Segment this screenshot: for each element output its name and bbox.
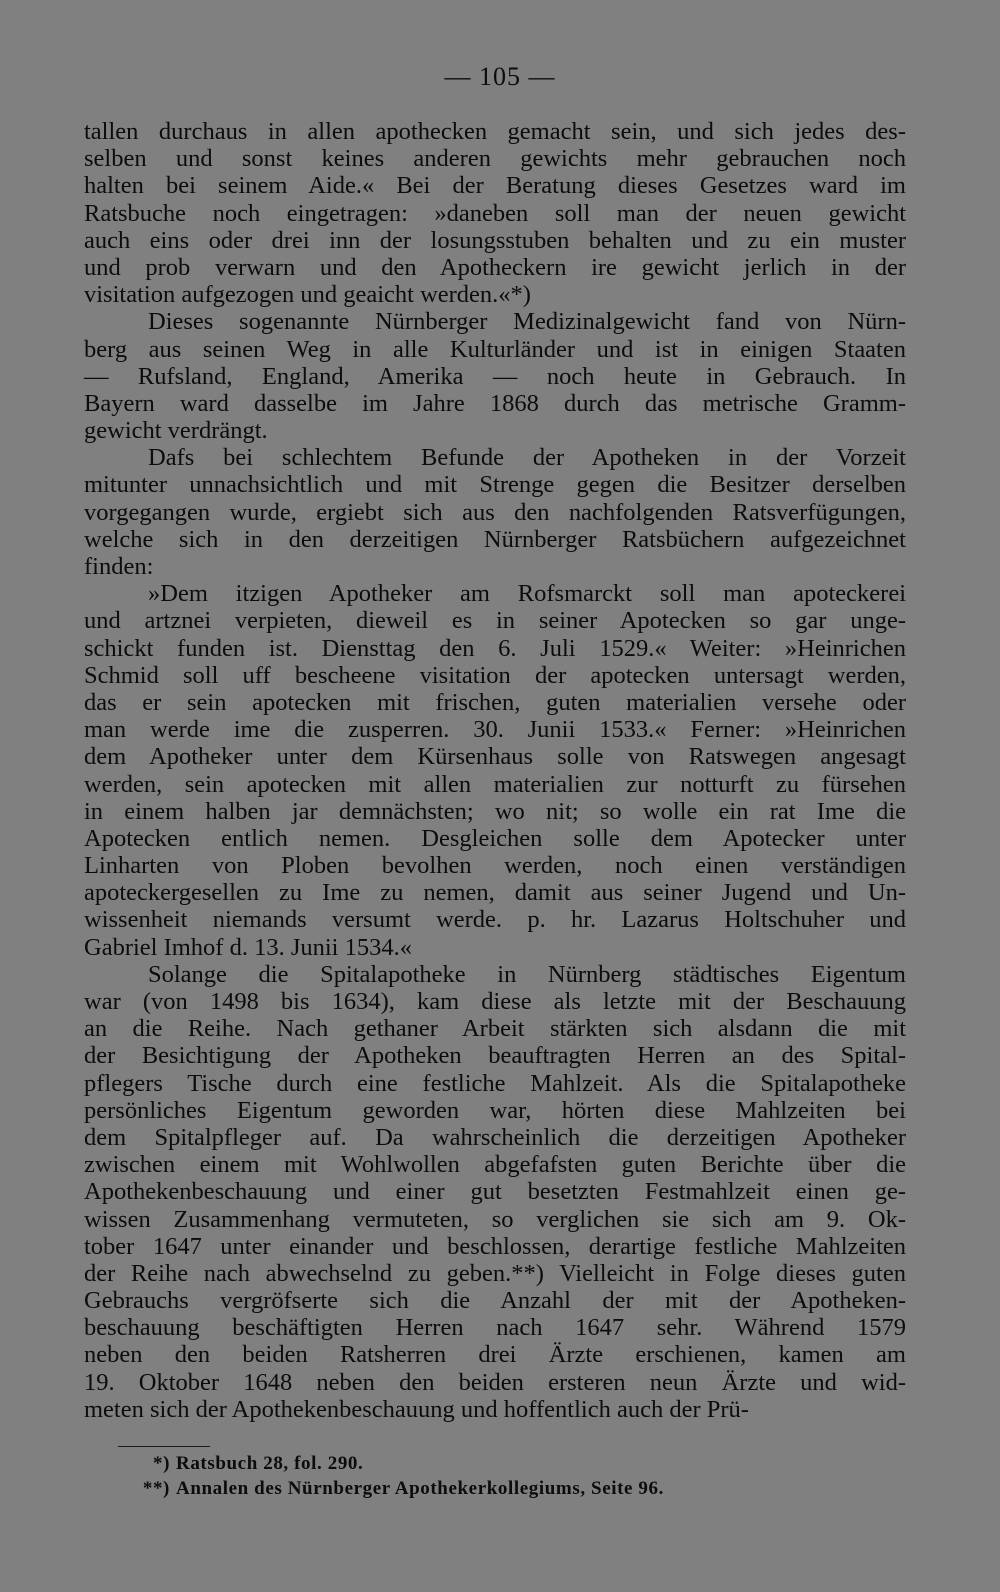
text-line: wissenheit niemands versumt werde. p. hr. Lazarus Holtschuher und	[84, 906, 906, 934]
text-line: welche sich in den derzeitigen Nürnberger Ratsbüchern aufgezeichnet	[84, 525, 906, 553]
text-line: halten bei seinem Aide.« Bei der Beratung dieses Gesetzes ward im	[84, 172, 906, 200]
page-number: — 105 —	[444, 62, 556, 91]
footnote-mark: **)	[142, 1477, 170, 1499]
text-line: war (von 1498 bis 1634), kam diese als letzte mit der Beschauung	[84, 988, 906, 1015]
text-line: an die Reihe. Nach gethaner Arbeit stärkten sich alsdann die mit	[84, 1015, 906, 1043]
text-line: tober 1647 unter einander und beschlossen, derartige festliche Mahlzeiten	[84, 1232, 906, 1260]
text-line: Schmid soll uff bescheene visitation der apotecken untersagt werden,	[84, 661, 906, 689]
paragraph	[84, 308, 906, 444]
text-line: auch eins oder drei inn der losungsstuben behalten und zu ein muster	[84, 226, 906, 254]
text-line: mitunter unnachsichtlich und mit Strenge gegen die Besitzer derselben	[84, 471, 906, 499]
paragraph	[84, 580, 906, 961]
paragraph	[84, 961, 906, 1423]
text-line: dem Apotheker unter dem Kürsenhaus solle von Ratswegen angesagt	[84, 743, 906, 771]
text-line: das er sein apotecken mit frischen, guten materialien versehe oder	[84, 688, 906, 716]
body-text	[84, 118, 906, 1423]
text-line: man werde ime die zusperren. 30. Junii 1533.« Ferner: »Heinrichen	[84, 716, 906, 744]
footnote	[130, 1452, 664, 1477]
text-line: vorgegangen wurde, ergiebt sich aus den nachfolgenden Ratsverfügungen,	[84, 498, 906, 526]
text-line: und artznei verpieten, dieweil es in seiner Apotecken so gar unge-	[84, 607, 906, 635]
text-line: beschauung beschäftigten Herren nach 1647 sehr. Während 1579	[84, 1314, 906, 1342]
text-line: Dieses sogenannte Nürnberger Medizinalgewicht fand von Nürn-	[148, 308, 906, 336]
text-line: finden:	[84, 553, 154, 580]
footnotes	[130, 1452, 664, 1501]
footnote-text: Annalen des Nürnberger Apothekerkollegiums, Seite 96.	[176, 1477, 664, 1499]
text-line: Linharten von Ploben bevolhen werden, noch einen verständigen	[84, 852, 906, 880]
text-line: berg aus seinen Weg in alle Kulturländer und ist in einigen Staaten	[84, 335, 906, 363]
text-line: werden, sein apotecken mit allen materialien zur notturft zu fürsehen	[84, 770, 906, 798]
text-line: und prob verwarn und den Apotheckern ire gewicht jerlich in der	[84, 253, 906, 281]
text-line: Solange die Spitalapotheke in Nürnberg städtisches Eigentum	[148, 960, 906, 988]
text-line: schickt funden ist. Diensttag den 6. Juli 1529.« Weiter: »Heinrichen	[84, 634, 906, 662]
text-line: dem Spitalpfleger auf. Da wahrscheinlich die derzeitigen Apotheker	[84, 1123, 906, 1151]
text-line: tallen durchaus in allen apothecken gemacht sein, und sich jedes des-	[84, 118, 906, 145]
text-line: apoteckergesellen zu Ime zu nemen, damit aus seiner Jugend und Un-	[84, 879, 906, 907]
text-line: pflegers Tische durch eine festliche Mahlzeit. Als die Spitalapotheke	[84, 1069, 906, 1097]
text-line: Gebrauchs vergröfserte sich die Anzahl der mit der Apotheken-	[84, 1287, 906, 1315]
text-line: persönliches Eigentum geworden war, hörten diese Mahlzeiten bei	[84, 1096, 906, 1124]
text-line: der Besichtigung der Apotheken beauftragten Herren an des Spital-	[84, 1042, 906, 1070]
text-line: Apothekenbeschauung und einer gut besetzten Festmahlzeit einen ge-	[84, 1178, 906, 1206]
text-line: »Dem itzigen Apotheker am Rofsmarckt soll man apoteckerei	[148, 580, 906, 608]
text-line: meten sich der Apothekenbeschauung und hoffentlich auch der Prü-	[84, 1395, 749, 1423]
text-line: zwischen einem mit Wohlwollen abgefafsten guten Berichte über die	[84, 1151, 906, 1179]
paragraph	[84, 444, 906, 580]
text-line: Gabriel Imhof d. 13. Junii 1534.«	[84, 933, 412, 961]
text-line: in einem halben jar demnächsten; wo nit; so wolle ein rat Ime die	[84, 797, 906, 825]
footnote-text: Ratsbuch 28, fol. 290.	[176, 1453, 364, 1474]
footnote	[130, 1477, 664, 1502]
text-line: wissen Zusammenhang vermuteten, so verglichen sie sich am 9. Ok-	[84, 1205, 906, 1233]
paragraph	[84, 118, 906, 308]
text-line: Ratsbuche noch eingetragen: »daneben soll man der neuen gewicht	[84, 199, 906, 227]
text-line: der Reihe nach abwechselnd zu geben.**) Vielleicht in Folge dieses guten	[84, 1259, 906, 1287]
text-line: — Rufsland, England, Amerika — noch heute in Gebrauch. In	[84, 362, 906, 390]
text-line: gewicht verdrängt.	[84, 417, 268, 445]
footnote-divider	[118, 1446, 210, 1447]
text-line: selben und sonst keines anderen gewichts mehr gebrauchen noch	[84, 145, 906, 173]
footnote-mark: *)	[152, 1453, 170, 1474]
text-line: Dafs bei schlechtem Befunde der Apotheken in der Vorzeit	[148, 444, 906, 472]
text-line: Apotecken entlich nemen. Desgleichen solle dem Apotecker unter	[84, 824, 906, 852]
text-line: neben den beiden Ratsherren drei Ärzte erschienen, kamen am	[84, 1341, 906, 1369]
text-line: visitation aufgezogen und geaicht werden.«*)	[84, 281, 531, 309]
text-line: Bayern ward dasselbe im Jahre 1868 durch das metrische Gramm-	[84, 389, 906, 417]
text-line: 19. Oktober 1648 neben den beiden ersteren neun Ärzte und wid-	[84, 1368, 906, 1396]
